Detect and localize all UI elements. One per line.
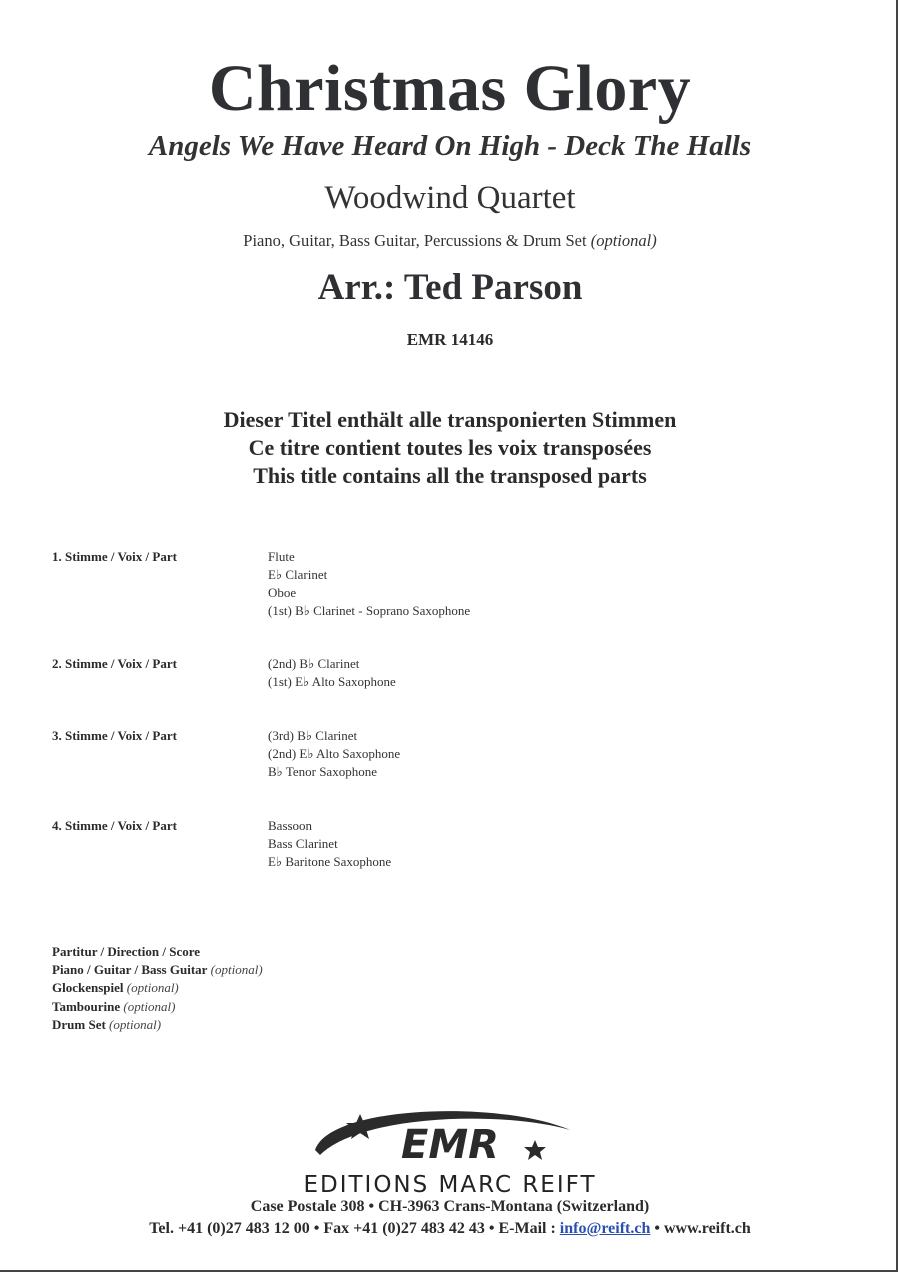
list-item: E♭ Baritone Saxophone [268,854,392,869]
publisher-address: Case Postale 308 • CH-3963 Crans-Montana (Switzerland) [250,1198,650,1215]
phone-fax: Tel. +41 (0)27 483 12 00 • Fax +41 (0)27 483 42 43 • E-Mail : [149,1220,556,1237]
email-link[interactable]: info@reift.ch [559,1220,651,1237]
instrumentation-optional: (optional) [590,231,657,250]
part-1-label: 1. Stimme / Voix / Part [52,549,177,564]
list-item: Oboe [268,585,297,600]
publisher-name: EDITIONS MARC REIFT [303,1172,597,1198]
page-subtitle: Angels We Have Heard On High - Deck The Halls [148,130,752,162]
part-3-instruments [268,727,400,781]
list-item: (1st) B♭ Clarinet - Soprano Saxophone [268,603,471,618]
ensemble-label: Woodwind Quartet [324,180,576,216]
notice-french: Ce titre contient toutes les voix transposées [248,435,652,460]
part-4-label: 4. Stimme / Voix / Part [52,818,177,833]
list-item: Partitur / Direction / Score [52,944,201,959]
part-1-instruments [268,548,470,620]
publisher-contact [0,1219,900,1239]
emr-logo [300,1100,600,1175]
instrumentation-line [0,230,900,252]
list-item: (3rd) B♭ Clarinet [268,728,358,743]
list-item: (1st) E♭ Alto Saxophone [268,674,396,689]
notice-german: Dieser Titel enthält alle transponierten Stimmen [223,407,677,432]
notice-english: This title contains all the transposed parts [253,463,647,488]
logo-text: EMR [401,1122,499,1168]
instrumentation-main: Piano, Guitar, Bass Guitar, Percussions & Drum Set [243,231,587,250]
list-item: (2nd) B♭ Clarinet [268,656,360,671]
catalog-number: EMR 14146 [406,330,494,349]
list-item: Piano / Guitar / Bass Guitar (optional) [52,962,263,978]
part-2-label: 2. Stimme / Voix / Part [52,656,177,671]
list-item: Bass Clarinet [268,836,338,851]
list-item: B♭ Tenor Saxophone [268,764,377,779]
transposition-notice [0,406,900,490]
additional-parts-list [52,943,263,1034]
list-item: Flute [268,549,295,564]
list-item: Bassoon [268,818,313,833]
arranger-credit: Arr.: Ted Parson [317,267,583,308]
part-2-instruments [268,655,396,691]
list-item: Tambourine (optional) [52,998,176,1014]
page-title: Christmas Glory [208,52,692,125]
part-3-label: 3. Stimme / Voix / Part [52,728,177,743]
list-item: Drum Set (optional) [52,1016,162,1032]
list-item: Glockenspiel (optional) [52,980,179,996]
list-item: E♭ Clarinet [268,567,328,582]
list-item: (2nd) E♭ Alto Saxophone [268,746,401,761]
part-4-instruments [268,817,391,871]
website[interactable]: • www.reift.ch [654,1220,751,1237]
